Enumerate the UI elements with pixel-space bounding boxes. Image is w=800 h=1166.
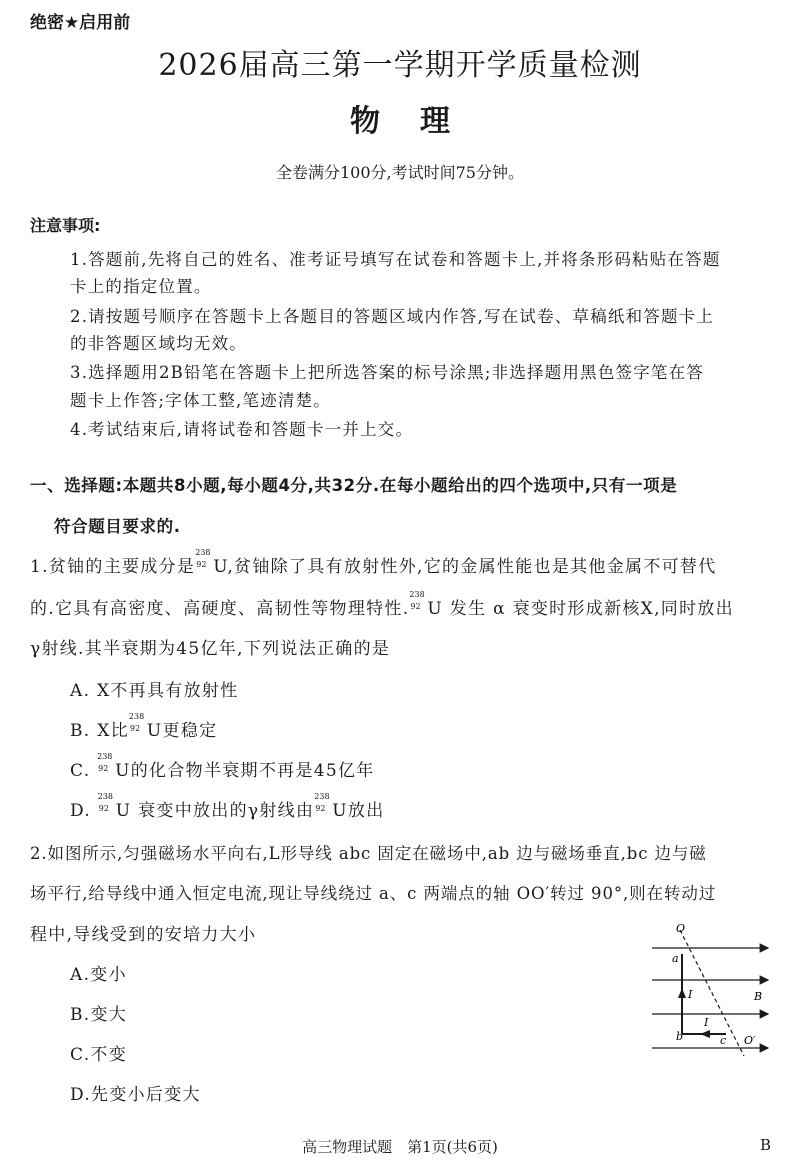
- nuclide-u238: 238 92: [97, 752, 113, 773]
- current-arrow-ab: [678, 988, 686, 998]
- notice-line: 3.选择题用2B铅笔在答题卡上把所选答案的标号涂黑;非选择题用黑色签字笔在答: [70, 363, 705, 382]
- exam-title: 2026届高三第一学期开学质量检测: [158, 48, 642, 83]
- q1-text: 的.它具有高密度、高硬度、高韧性等物理特性.: [30, 599, 410, 619]
- q2-line3: 程中,导线受到的安培力大小: [30, 925, 257, 945]
- q1-text: ,贫铀除了具有放射性外,它的金属性能也是其他金属不可替代: [227, 557, 717, 577]
- q1-option-b: B. X比 238 92 U更稳定: [70, 712, 218, 741]
- label-o: O: [676, 922, 686, 935]
- label-a: a: [672, 952, 679, 965]
- nuclide-u238: 238 92: [97, 792, 114, 813]
- notice-line: 卡上的指定位置。: [70, 277, 212, 296]
- notice-heading: 注意事项:: [30, 216, 101, 235]
- notice-line: 题卡上作答;字体工整,笔迹清楚。: [70, 391, 332, 410]
- nuclide-u238: 238 92: [314, 792, 330, 813]
- notice-line: 的非答题区域均无效。: [70, 334, 247, 353]
- q2-line2: 场平行,给导线中通入恒定电流,现让导线绕过 a、c 两端点的轴 OO′转过 90°,则在转动过: [30, 884, 717, 903]
- current-arrow-bc: [700, 1030, 710, 1038]
- q1-option-d: D. 238 92 U 衰变中放出的γ射线由 238 92 U放出: [70, 792, 385, 821]
- paper-version: B: [760, 1136, 772, 1154]
- label-i1: I: [688, 988, 693, 1001]
- page-footer: 高三物理试题 第1页(共6页): [302, 1138, 498, 1156]
- q2-option-a: A.变小: [70, 965, 127, 985]
- label-c: c: [720, 1034, 727, 1047]
- label-i2: I: [704, 1016, 709, 1029]
- q2-option-c: C.不变: [70, 1045, 128, 1065]
- q1-option-a: A. X不再具有放射性: [70, 681, 239, 701]
- q1-line1: [30, 548, 717, 577]
- label-b-field: B: [754, 990, 763, 1003]
- q2-option-b: B.变大: [70, 1005, 128, 1025]
- q2-line1: 2.如图所示,匀强磁场水平向右,L形导线 abc 固定在磁场中,ab 边与磁场垂直,bc 边与磁: [30, 844, 707, 863]
- notice-line: 4.考试结束后,请将试卷和答题卡一并上交。: [70, 420, 414, 439]
- q1-line3: γ射线.其半衰期为45亿年,下列说法正确的是: [30, 639, 391, 659]
- q1-text: 发生 α 衰变时形成新核X,同时放出: [449, 599, 734, 619]
- label-b: b: [676, 1030, 684, 1043]
- section-heading-cont: 符合题目要求的.: [54, 517, 181, 536]
- secret-label: 绝密★启用前: [30, 13, 131, 33]
- q2-option-d: D.先变小后变大: [70, 1085, 201, 1105]
- notice-line: 1.答题前,先将自己的姓名、准考证号填写在试卷和答题卡上,并将条形码粘贴在答题: [70, 250, 721, 269]
- nuclide-symbol: U: [427, 599, 444, 619]
- nuclide-u238: 238 92: [409, 590, 425, 611]
- score-note: 全卷满分100分,考试时间75分钟。: [276, 163, 524, 182]
- q1-option-c: C. 238 92 U的化合物半衰期不再是45亿年: [70, 752, 375, 781]
- nuclide-u238: 238 92: [128, 712, 145, 733]
- nuclide-u238: 238 92: [195, 548, 211, 569]
- subject-title: 物理: [350, 104, 490, 139]
- q1-text: 1.贫铀的主要成分是: [30, 557, 196, 577]
- magnetic-field-figure: [640, 920, 780, 1060]
- notice-line: 2.请按题号顺序在答题卡上各题目的答题区域内作答,写在试卷、草稿纸和答题卡上: [70, 307, 715, 326]
- label-o-prime: O′: [744, 1034, 756, 1047]
- nuclide-symbol: U: [213, 557, 228, 577]
- section-heading: 一、选择题:本题共8小题,每小题4分,共32分.在每小题给出的四个选项中,只有一项是: [30, 476, 678, 495]
- q1-line2: [30, 590, 734, 619]
